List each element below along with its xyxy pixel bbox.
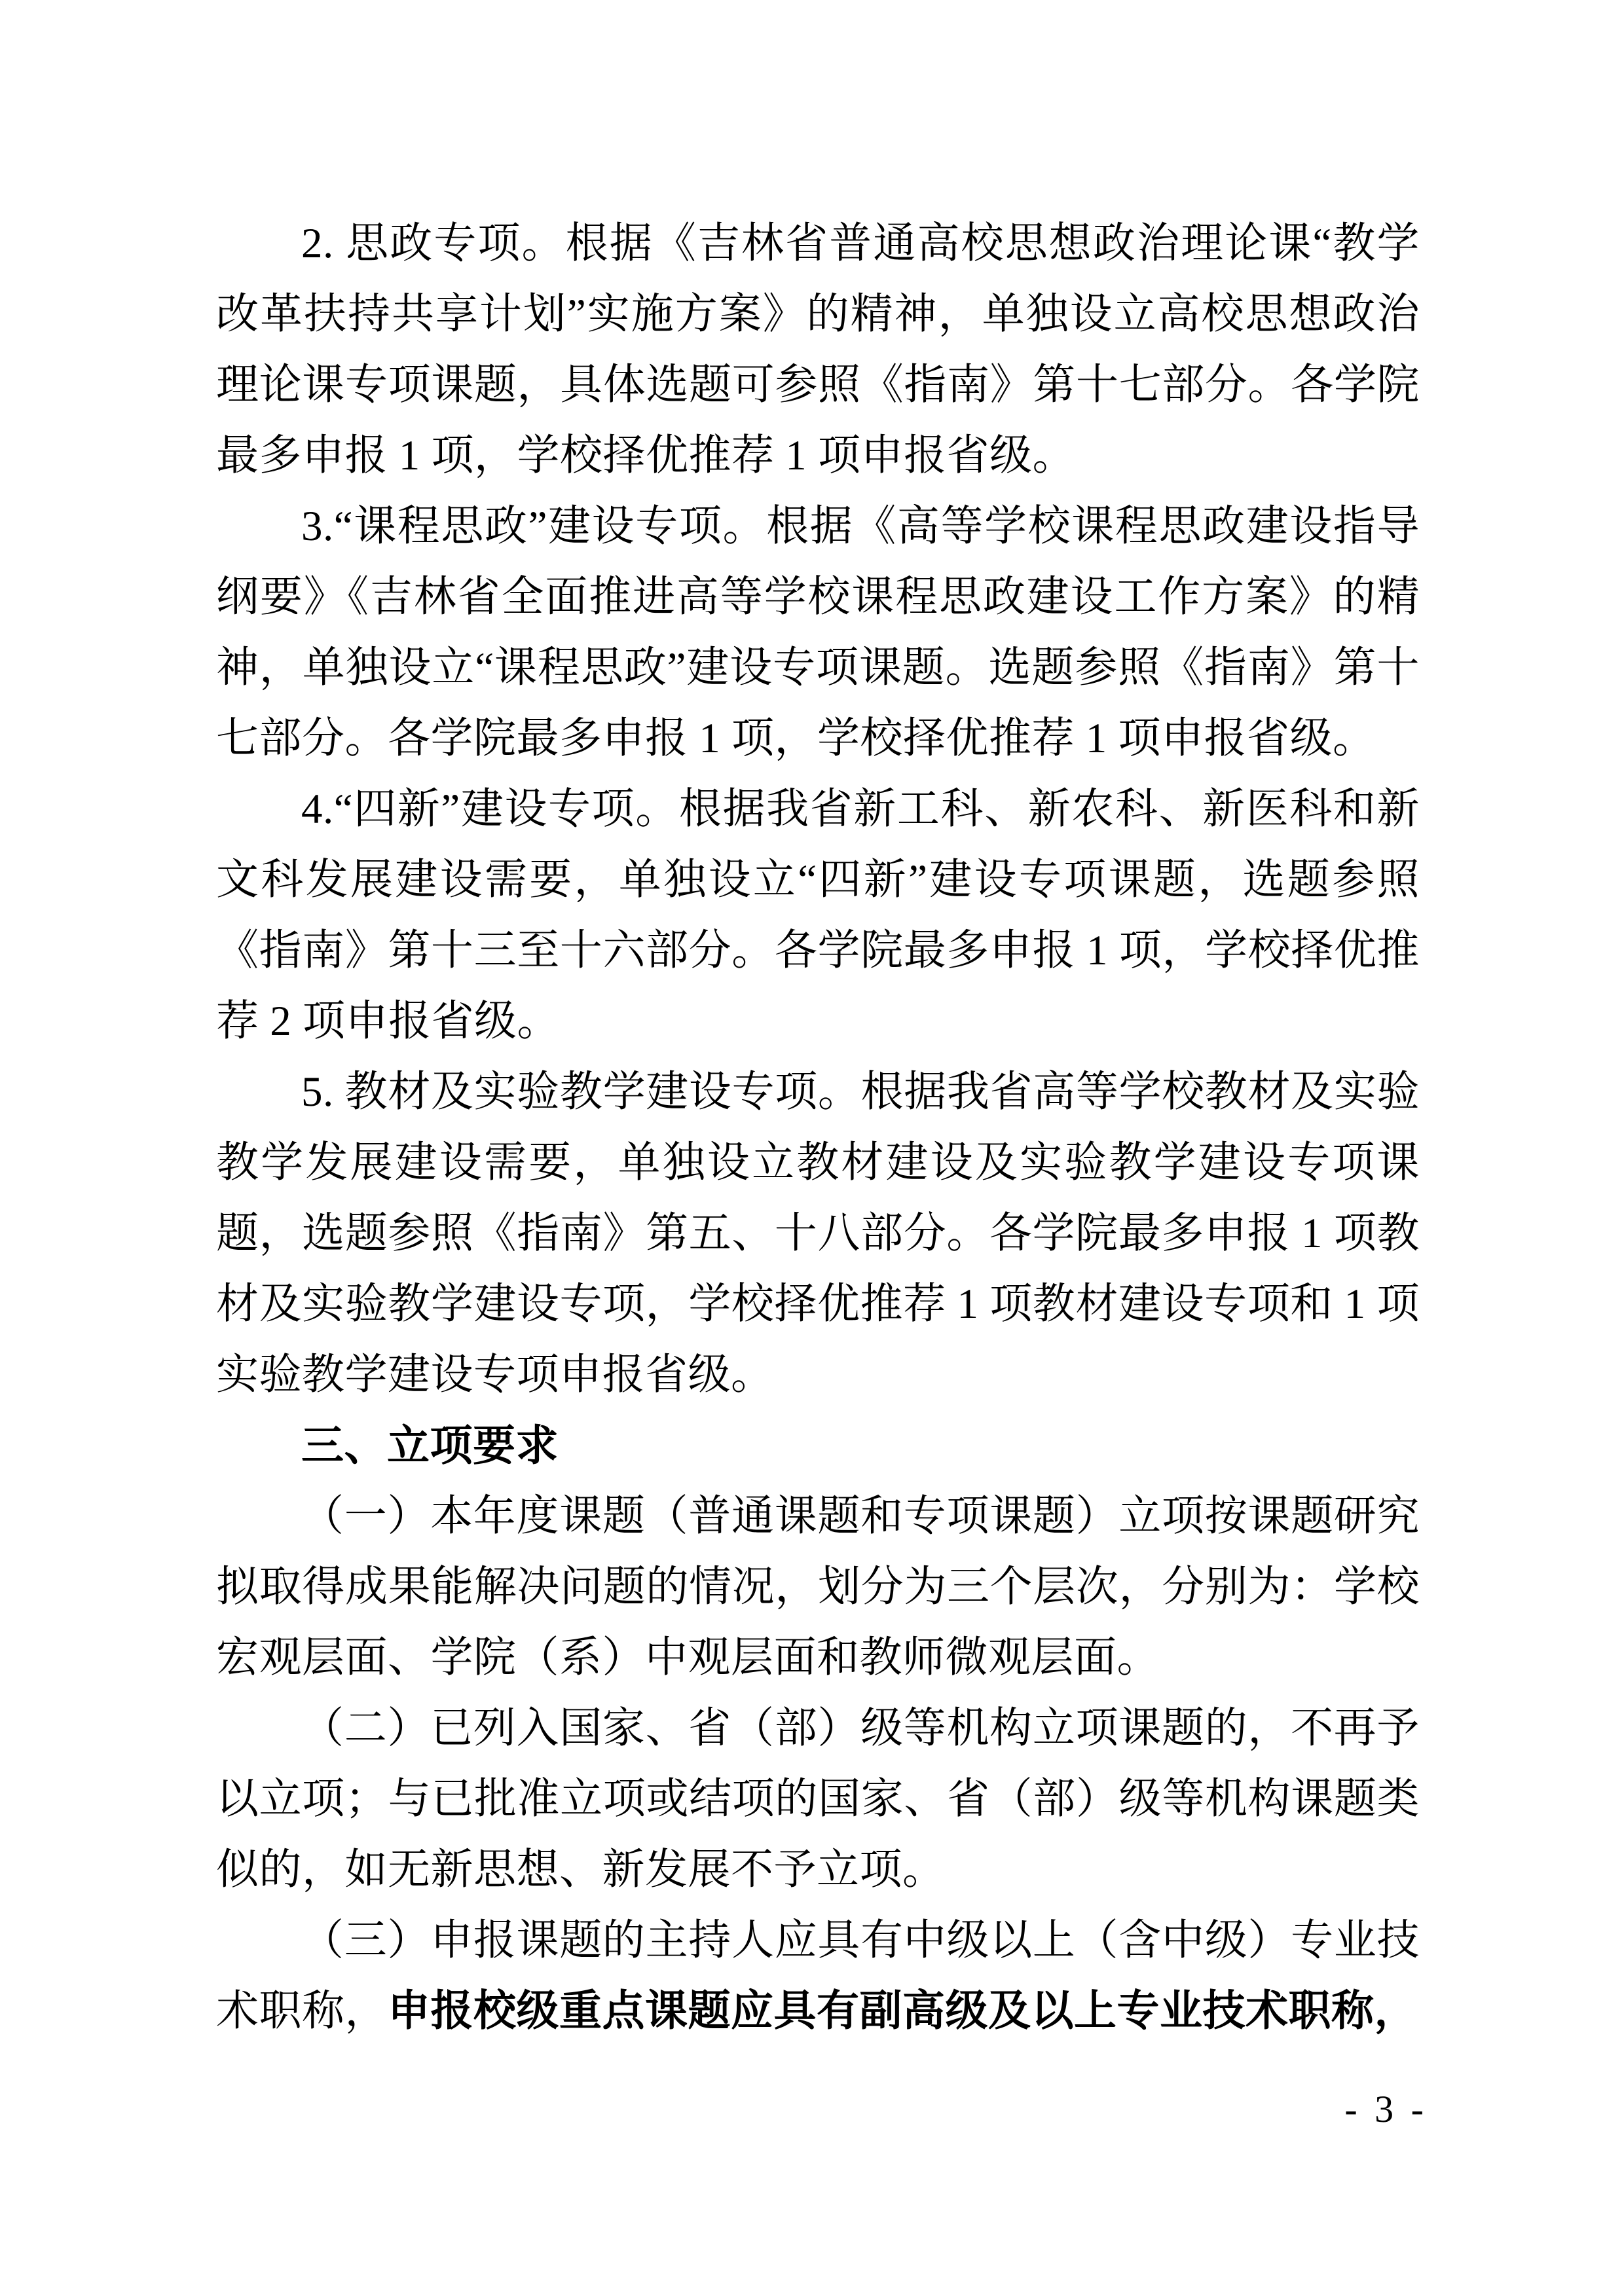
paragraph-kecheng-sizheng-special-topic: 3.“课程思政”建设专项。根据《高等学校课程思政建设指导纲要》《吉林省全面推进高等学校课程思政建设工作方案》的精神，单独设立“课程思政”建设专项课题。选题参照《指南》第十七部分。各学院最多申报 1 项，学校择优推荐 1 项申报省级。 [216, 503, 1420, 762]
paragraph-jiaocai-shiyan-special-topic: 5. 教材及实验教学建设专项。根据我省高等学校教材及实验教学发展建设需要，单独设立教材建设及实验教学建设专项课题，选题参照《指南》第五、十八部分。各学院最多申报 1 项教材及实验教学建设专项，学校择优推荐 1 项教材建设专项和 1 项实验教学建设专项申报省级。 [216, 1068, 1420, 1398]
paragraph-sixin-special-topic: 4.“四新”建设专项。根据我省新工科、新农科、新医科和新文科发展建设需要，单独设立“四新”建设专项课题，选题参照《指南》第十三至十六部分。各学院最多申报 1 项，学校择优推荐 2 项申报省级。 [216, 786, 1420, 1045]
paragraph-requirement-2: （二）已列入国家、省（部）级等机构立项课题的，不再予以立项；与已批准立项或结项的国家、省（部）级等机构课题类似的，如无新思想、新发展不予立项。 [216, 1705, 1420, 1893]
requirement-3-emphasized-text: 申报校级重点课题应具有副高级及以上专业技术职称， [388, 1988, 1418, 2035]
paragraph-requirement-1: （一）本年度课题（普通课题和专项课题）立项按课题研究拟取得成果能解决问题的情况，划分为三个层次，分别为：学校宏观层面、学院（系）中观层面和教师微观层面。 [216, 1493, 1420, 1681]
page-number: - 3 - [1344, 2088, 1428, 2130]
section-heading-lixiang-yaoqiu: 三、立项要求 [301, 1421, 559, 1469]
paragraph-sizheng-special-topic: 2. 思政专项。根据《吉林省普通高校思想政治理论课“教学改革扶持共享计划”实施方案》的精神，单独设立高校思想政治理论课专项课题，具体选题可参照《指南》第十七部分。各学院最多申报 1 项，学校择优推荐 1 项申报省级。 [216, 220, 1420, 479]
paragraph-requirement-3 [216, 1905, 1420, 2047]
requirement-3-lead-text: （三）申报课题的主持人应具有中级以上（含中级）专业技术职称， [216, 1917, 1420, 2035]
document-body [216, 208, 1420, 2047]
